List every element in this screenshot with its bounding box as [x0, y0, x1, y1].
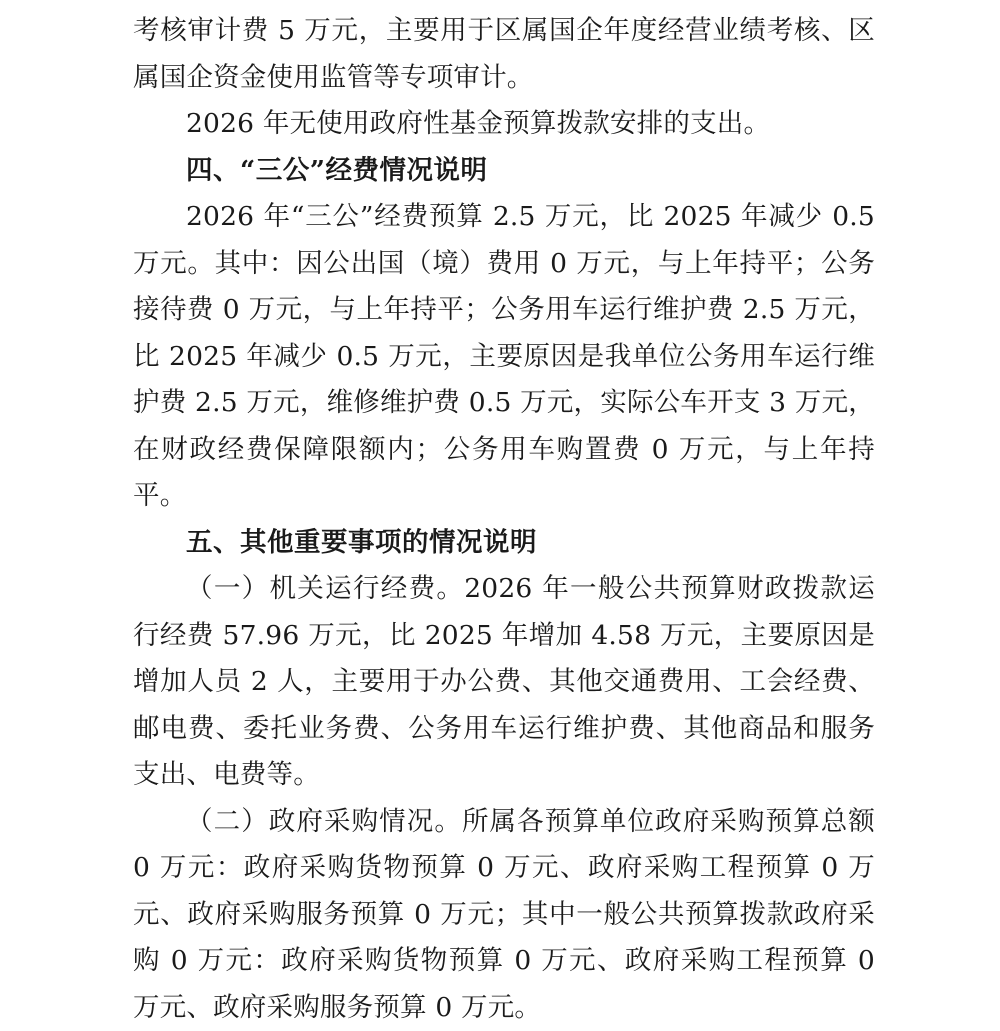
paragraph-agency-operating-costs: （一）机关运行经费。2026 年一般公共预算财政拨款运行经费 57.96 万元，比 2025 年增加 4.58 万元，主要原因是增加人员 2 人，主要用于办公费、其他交通费用、工会经费、邮电费、委托业务费、公务用车运行维护费、其他商品和服务支出、电费等。 [133, 566, 875, 799]
paragraph-no-gov-fund: 2026 年无使用政府性基金预算拨款安排的支出。 [133, 101, 875, 148]
paragraph-audit-fee: 考核审计费 5 万元，主要用于区属国企年度经营业绩考核、区属国企资金使用监管等专项审计。 [133, 8, 875, 101]
section-heading-five: 五、其他重要事项的情况说明 [133, 520, 875, 567]
section-heading-four: 四、“三公”经费情况说明 [133, 148, 875, 195]
paragraph-government-procurement: （二）政府采购情况。所属各预算单位政府采购预算总额 0 万元：政府采购货物预算 0 万元、政府采购工程预算 0 万元、政府采购服务预算 0 万元；其中一般公共预算拨款政府采购 0 万元：政府采购货物预算 0 万元、政府采购工程预算 0 万元、政府采购服务预算 0 万元。 [133, 799, 875, 1031]
paragraph-three-public-expenses: 2026 年“三公”经费预算 2.5 万元，比 2025 年减少 0.5 万元。其中：因公出国（境）费用 0 万元，与上年持平；公务接待费 0 万元，与上年持平；公务用车运行维护费 2.5 万元，比 2025 年减少 0.5 万元，主要原因是我单位公务用车运行维护费 2.5 万元，维修维护费 0.5 万元，实际公车开支 3 万元，在财政经费保障限额内；公务用车购置费 0 万元，与上年持平。 [133, 194, 875, 520]
